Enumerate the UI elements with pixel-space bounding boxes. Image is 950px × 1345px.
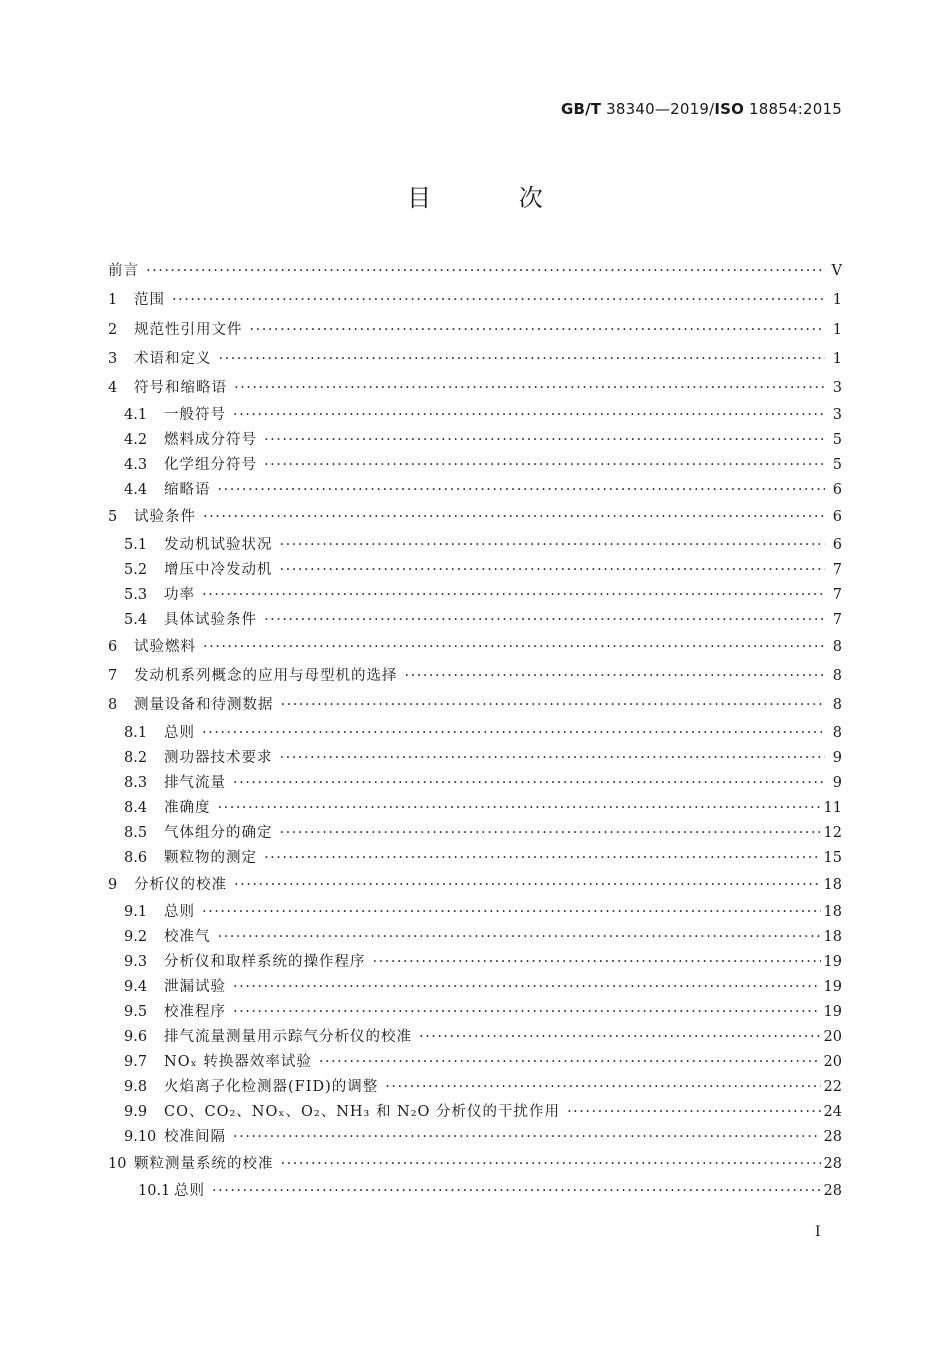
toc-leader-dots [264, 608, 825, 633]
toc-leader-dots [233, 771, 825, 796]
toc-leader-dots [264, 846, 821, 871]
toc-entry-number: 9.1 [124, 903, 148, 920]
toc-entry-title: 泄漏试验 [164, 978, 226, 995]
toc-entry-page: 19 [823, 978, 842, 995]
toc-entry-page: 6 [832, 509, 842, 526]
toc-entry-number: 6 [108, 638, 118, 655]
toc-entry-number: 3 [108, 350, 118, 367]
toc-entry-title: 颗粒物的测定 [164, 849, 257, 866]
toc-entry[interactable] [108, 1050, 842, 1075]
toc-entry-title: 气体组分的确定 [164, 824, 273, 841]
toc-entry-number: 2 [108, 321, 118, 338]
toc-entry-number: 8.4 [124, 799, 148, 816]
toc-entry[interactable] [108, 478, 842, 503]
toc-entry-page: 18 [823, 903, 842, 920]
toc-entry[interactable] [108, 900, 842, 925]
toc-entry[interactable] [108, 1075, 842, 1100]
toc-entry[interactable] [108, 1150, 842, 1179]
toc-entry[interactable] [108, 533, 842, 558]
toc-entry-page: 3 [832, 407, 842, 424]
toc-entry-page: 1 [832, 321, 842, 338]
toc-entry-title: 发动机系列概念的应用与母型机的选择 [134, 668, 398, 685]
toc-entry-title: 试验燃料 [134, 638, 196, 655]
toc-entry[interactable] [108, 286, 842, 315]
toc-entry[interactable] [108, 428, 842, 453]
toc-leader-dots [281, 1150, 821, 1179]
toc-entry-number: 9.4 [124, 978, 148, 995]
toc-entry-page: 1 [832, 350, 842, 367]
toc-entry[interactable] [108, 316, 842, 345]
toc-leader-dots [218, 925, 821, 950]
toc-entry-page: 8 [832, 638, 842, 655]
toc-leader-dots [202, 583, 825, 608]
toc-entry-title: 分析仪和取样系统的操作程序 [164, 953, 366, 970]
toc-entry-title: NOₓ 转换器效率试验 [164, 1053, 312, 1070]
toc-leader-dots [405, 662, 826, 691]
toc-entry[interactable] [108, 583, 842, 608]
toc-entry[interactable] [108, 257, 842, 286]
toc-entry-number: 8.1 [124, 724, 148, 741]
toc-entry[interactable] [108, 453, 842, 478]
toc-leader-dots [202, 721, 825, 746]
toc-leader-dots [202, 900, 821, 925]
toc-entry[interactable] [108, 345, 842, 374]
toc-entry-number: 5.3 [124, 586, 148, 603]
toc-entry-title: 校准气 [164, 928, 211, 945]
toc-entry-page: 7 [832, 561, 842, 578]
toc-leader-dots [203, 503, 825, 532]
toc-entry-number: 9.2 [124, 928, 148, 945]
toc-entry[interactable] [108, 1000, 842, 1025]
toc-leader-dots [373, 950, 821, 975]
toc-entry-title: 总则 [164, 724, 195, 741]
toc-entry-page: 7 [832, 586, 842, 603]
toc-entry-number: 8.6 [124, 849, 148, 866]
toc-entry-number: 10 [108, 1155, 127, 1172]
toc-leader-dots [218, 478, 826, 503]
toc-entry[interactable] [108, 1025, 842, 1050]
toc-entry[interactable] [108, 925, 842, 950]
toc-entry-title: 准确度 [164, 799, 211, 816]
toc-entry-number: 10.1 [138, 1183, 171, 1200]
toc-entry-number: 9.5 [124, 1003, 148, 1020]
toc-entry-title: 符号和缩略语 [134, 380, 227, 397]
standard-code-iso-number: 18854:2015 [749, 100, 842, 118]
toc-entry[interactable] [108, 1125, 842, 1150]
toc-leader-dots [233, 1000, 821, 1025]
toc-entry[interactable] [108, 746, 842, 771]
toc-entry[interactable] [108, 796, 842, 821]
toc-entry-title: 总则 [174, 1183, 205, 1200]
toc-entry[interactable] [108, 662, 842, 691]
toc-entry[interactable] [108, 558, 842, 583]
toc-entry-title: 化学组分符号 [164, 457, 257, 474]
toc-entry[interactable] [108, 608, 842, 633]
toc-leader-dots [280, 533, 826, 558]
toc-entry-title: 总则 [164, 903, 195, 920]
toc-entry-title: 校准程序 [164, 1003, 226, 1020]
toc-leader-dots [250, 316, 826, 345]
toc-entry-title: 燃料成分符号 [164, 432, 257, 449]
toc-entry-page: 5 [832, 457, 842, 474]
toc-leader-dots [264, 428, 825, 453]
toc-entry-number: 9.8 [124, 1078, 148, 1095]
toc-entry-page: 19 [823, 1003, 842, 1020]
toc-entry-number: 7 [108, 668, 118, 685]
toc-entry[interactable] [108, 950, 842, 975]
page-number: I [815, 1224, 821, 1240]
toc-entry-page: 3 [832, 380, 842, 397]
toc-entry-title: CO、CO₂、NOₓ、O₂、NH₃ 和 N₂O 分析仪的干扰作用 [164, 1103, 561, 1120]
toc-entry-page: 20 [823, 1053, 842, 1070]
toc-leader-dots [567, 1100, 820, 1125]
toc-entry-page: 5 [832, 432, 842, 449]
toc-leader-dots [419, 1025, 821, 1050]
toc-entry-title: 范围 [134, 292, 165, 309]
toc-entry[interactable] [108, 821, 842, 846]
toc-entry-title: 排气流量 [164, 774, 226, 791]
toc-entry-title: 发动机试验状况 [164, 536, 273, 553]
toc-entry-number: 5.2 [124, 561, 148, 578]
toc-entry-title: 功率 [164, 586, 195, 603]
toc-entry-number: 4.2 [124, 432, 148, 449]
toc-entry-number: 4.3 [124, 457, 148, 474]
toc-entry[interactable] [108, 846, 842, 871]
toc-entry-page: V [831, 263, 842, 279]
toc-entry-number: 9.9 [124, 1103, 148, 1120]
toc-entry-number: 8 [108, 697, 118, 714]
toc-entry-title: 火焰离子化检测器(FID)的调整 [164, 1078, 379, 1095]
toc-leader-dots [146, 257, 825, 286]
toc-entry-number: 4.4 [124, 482, 148, 499]
toc-entry-title: 缩略语 [164, 482, 211, 499]
toc-entry-number: 5.1 [124, 536, 148, 553]
toc-entry-title: 试验条件 [134, 509, 196, 526]
toc-entry-page: 28 [823, 1155, 842, 1172]
toc-leader-dots [264, 453, 825, 478]
toc-entry-number: 9.6 [124, 1028, 148, 1045]
table-of-contents [108, 257, 842, 1204]
toc-entry-title: 分析仪的校准 [134, 876, 227, 893]
toc-entry-number: 1 [108, 292, 118, 309]
toc-entry-page: 18 [823, 876, 842, 893]
toc-entry-title: 颗粒测量系统的校准 [134, 1155, 274, 1172]
toc-entry-title: 具体试验条件 [164, 611, 257, 628]
toc-entry-page: 18 [823, 928, 842, 945]
standard-code-number: 38340—2019/ [606, 100, 715, 118]
toc-entry-title: 一般符号 [164, 407, 226, 424]
toc-entry-title: 术语和定义 [134, 350, 212, 367]
toc-entry-title: 规范性引用文件 [134, 321, 243, 338]
toc-leader-dots [319, 1050, 821, 1075]
toc-entry-page: 6 [832, 536, 842, 553]
toc-leader-dots [233, 975, 821, 1000]
toc-leader-dots [234, 374, 825, 403]
toc-leader-dots [212, 1179, 821, 1204]
toc-leader-dots [385, 1075, 820, 1100]
toc-entry-number: 5.4 [124, 611, 148, 628]
toc-leader-dots [233, 403, 825, 428]
toc-entry-number: 8.5 [124, 824, 148, 841]
toc-entry[interactable] [108, 633, 842, 662]
toc-leader-dots [172, 286, 825, 315]
toc-entry-page: 28 [823, 1128, 842, 1145]
toc-entry[interactable] [108, 403, 842, 428]
page-title: 目 次 [407, 184, 583, 212]
toc-leader-dots [218, 796, 821, 821]
standard-code [561, 100, 842, 118]
toc-leader-dots [280, 558, 826, 583]
toc-entry-number: 9 [108, 876, 118, 893]
toc-leader-dots [234, 871, 821, 900]
toc-entry-page: 19 [823, 953, 842, 970]
toc-entry-page: 12 [823, 824, 842, 841]
toc-leader-dots [233, 1125, 821, 1150]
toc-entry-page: 8 [832, 668, 842, 685]
toc-entry[interactable] [108, 1100, 842, 1125]
toc-entry-number: 8.3 [124, 774, 148, 791]
toc-leader-dots [280, 746, 826, 771]
toc-entry-number: 5 [108, 509, 118, 526]
toc-entry-page: 8 [832, 724, 842, 741]
toc-entry-page: 11 [823, 799, 842, 816]
toc-entry-title: 测功器技术要求 [164, 749, 273, 766]
toc-entry-number: 8.2 [124, 749, 148, 766]
toc-entry-title: 测量设备和待测数据 [134, 697, 274, 714]
toc-leader-dots [280, 821, 821, 846]
toc-entry-page: 7 [832, 611, 842, 628]
toc-entry-title: 校准间隔 [164, 1128, 226, 1145]
toc-leader-dots [203, 633, 825, 662]
toc-entry-page: 22 [823, 1078, 842, 1095]
toc-entry[interactable] [108, 975, 842, 1000]
toc-entry-page: 24 [823, 1103, 842, 1120]
toc-entry-number: 9.7 [124, 1053, 148, 1070]
toc-leader-dots [219, 345, 826, 374]
toc-entry[interactable] [108, 771, 842, 796]
toc-entry-page: 15 [823, 849, 842, 866]
toc-entry-title: 前言 [108, 263, 139, 279]
toc-entry[interactable] [108, 374, 842, 403]
toc-entry-number: 9.10 [124, 1128, 157, 1145]
toc-entry-page: 28 [823, 1183, 842, 1200]
standard-code-prefix: GB/T [560, 100, 602, 118]
toc-entry-page: 1 [832, 292, 842, 309]
toc-entry-page: 8 [832, 697, 842, 714]
toc-entry-title: 排气流量测量用示踪气分析仪的校准 [164, 1028, 412, 1045]
toc-entry-page: 9 [832, 774, 842, 791]
toc-entry[interactable] [108, 691, 842, 720]
toc-entry-number: 4.1 [124, 407, 148, 424]
toc-entry[interactable] [108, 1179, 842, 1204]
standard-code-iso: ISO [714, 100, 745, 118]
toc-entry[interactable] [108, 721, 842, 746]
toc-entry-page: 6 [832, 482, 842, 499]
toc-entry[interactable] [108, 503, 842, 532]
toc-entry-title: 增压中冷发动机 [164, 561, 273, 578]
toc-entry-page: 20 [823, 1028, 842, 1045]
toc-leader-dots [281, 691, 826, 720]
toc-entry[interactable] [108, 871, 842, 900]
toc-entry-page: 9 [832, 749, 842, 766]
toc-entry-number: 4 [108, 380, 118, 397]
toc-entry-number: 9.3 [124, 953, 148, 970]
